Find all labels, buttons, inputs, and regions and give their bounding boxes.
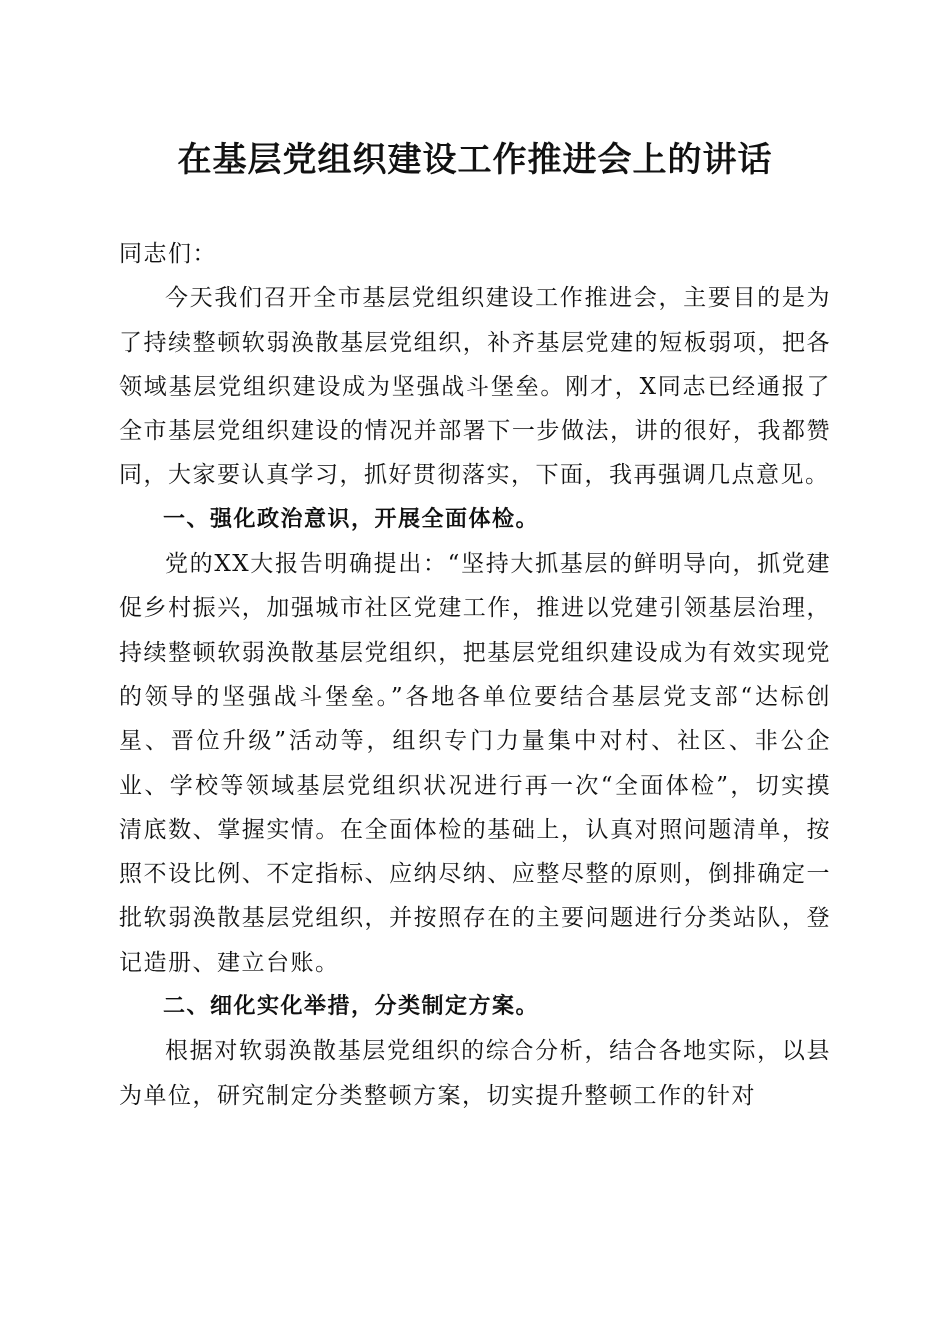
document-body — [119, 232, 831, 1118]
section-paragraph-2: 根据对软弱涣散基层党组织的综合分析，结合各地实际，以县为单位，研究制定分类整顿方案，切实提升整顿工作的针对 — [119, 1038, 831, 1109]
section-paragraph-1: 党的XX大报告明确提出：“坚持大抓基层的鲜明导向，抓党建促乡村振兴，加强城市社区党建工作，推进以党建引领基层治理，持续整顿软弱涣散基层党组织，把基层党组织建设成为有效实现党的领导的坚强战斗堡垒。”各地各单位要结合基层党支部“达标创星、晋位升级”活动等，组织专门力量集中对村、社区、非公企业、学校等领域基层党组织状况进行再一次“全面体检”，切实摸清底数、掌握实情。在全面体检的基础上，认真对照问题清单，按照不设比例、不定指标、应纳尽纳、应整尽整的原则，倒排确定一批软弱涣散基层党组织，并按照存在的主要问题进行分类站队，登记造册、建立台账。 — [119, 551, 831, 976]
section-heading-1: 一、强化政治意识，开展全面体检。 — [163, 506, 540, 532]
salutation: 同志们： — [119, 241, 217, 267]
section-heading-2: 二、细化实化举措，分类制定方案。 — [163, 994, 540, 1020]
intro-paragraph: 今天我们召开全市基层党组织建设工作推进会，主要目的是为了持续整顿软弱涣散基层党组织，补齐基层党建的短板弱项，把各领域基层党组织建设成为坚强战斗堡垒。刚才，X同志已经通报了全市基层党组织建设的情况并部署下一步做法，讲的很好，我都赞同，大家要认真学习，抓好贯彻落实，下面，我再强调几点意见。 — [119, 285, 831, 489]
document-title: 在基层党组织建设工作推进会上的讲话 — [177, 140, 773, 180]
